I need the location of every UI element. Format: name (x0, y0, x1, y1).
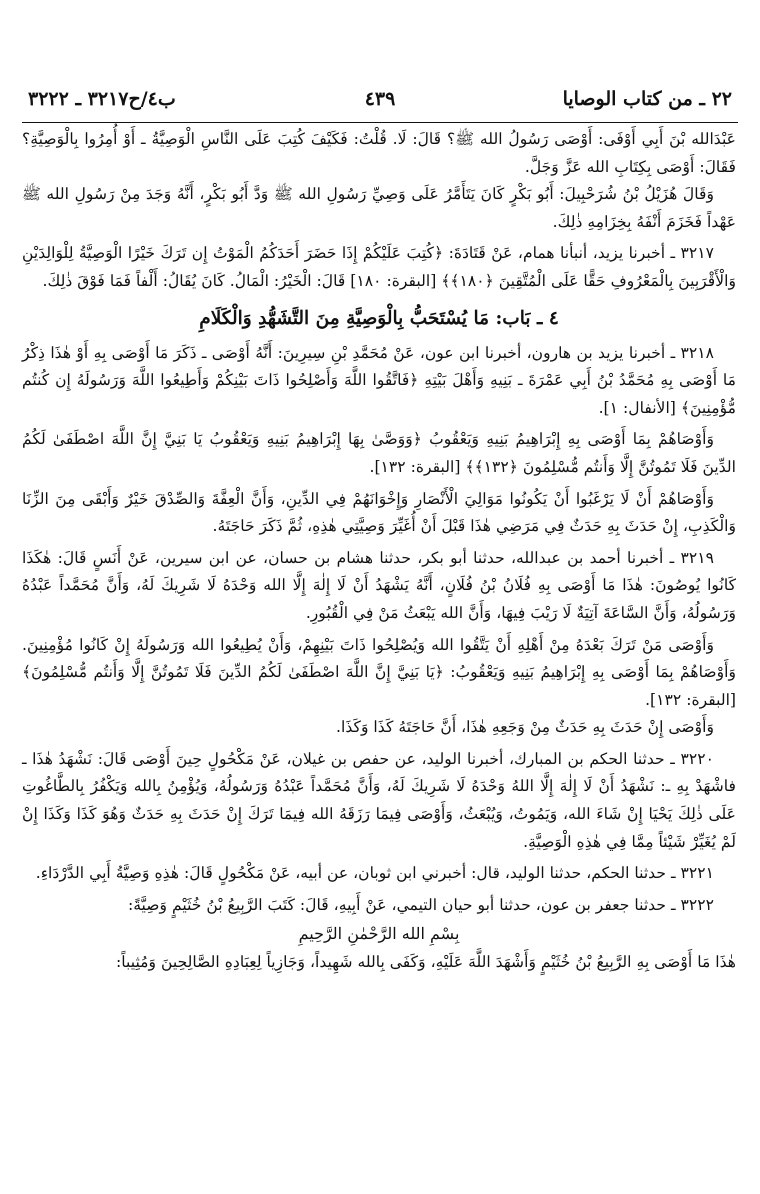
page-header (22, 82, 738, 122)
header-rule (22, 122, 738, 123)
paragraph: وَقَالَ هُزَيْلُ بْنُ شُرَحْبِيلَ: أَبُو بَكْرٍ كَانَ يَتَأَمَّرُ عَلَى وَصِيِّ رَسُولِ الله ﷺ وَدَّ أَبُو بَكْرٍ، أَنَّهُ وَجَدَ مِنْ رَسُولِ الله ﷺ عَهْداً فَخَزَمَ أَنْفَهُ بِخِزَامِهِ ذٰلِكَ. (22, 185, 736, 231)
page-number: ٤٣٩ (364, 88, 396, 110)
paragraph: عَبْدَالله بْنَ أَبِي أَوْفَى: أَوْصَى رَسُولُ الله ﷺ؟ قَالَ: لَا. قُلْتُ: فَكَيْفَ كُتِبَ عَلَى النَّاسِ الْوَصِيَّةُ ـ أَوْ أُمِرُوا بِالْوَصِيَّةِ؟ فَقَالَ: أَوْصَى بِكِتَابِ الله عَزَّ وَجَلَّ. (22, 130, 736, 176)
chapter-heading: ٤ ـ بَاب: مَا يُسْتَحَبُّ بِالْوَصِيَّةِ مِنَ التَّشَهُّدِ وَالْكَلَامِ (199, 307, 559, 329)
paragraph: وَأَوْصَى إِنْ حَدَثَ بِهِ حَدَثٌ مِنْ وَجَعِهِ هٰذَا، أَنَّ حَاجَتَهُ كَذَا وَكَذَا. (336, 718, 714, 737)
paragraph: ٣٢٢٢ ـ حدثنا جعفر بن عون، حدثنا أبو حيان التيمي، عَنْ أَبِيهِ، قَالَ: كَتَبَ الرَّبِيعُ بْنُ خُثَيْمٍ وَصِيَّةً: (127, 895, 714, 914)
paragraph: وَأَوْصَاهُمْ بِمَا أَوْصَى بِهِ إِبْرَاهِيمُ بَنِيهِ وَيَعْقُوبُ ﴿وَوَصَّىٰ بِهَا إِبْرَاهِيمُ بَنِيهِ وَيَعْقُوبُ يَا بَنِيَّ إِنَّ اللَّهَ اصْطَفَىٰ لَكُمُ الدِّينَ فَلَا تَمُوتُنَّ إِلَّا وَأَنتُم مُّسْلِمُونَ ﴿١٣٢﴾﴾ [البقرة: ١٣٢]. (22, 430, 736, 476)
basmala: بِسْمِ الله الرَّحْمٰنِ الرَّحِيمِ (298, 924, 460, 944)
paragraph: ٣٢١٨ ـ أخبرنا يزيد بن هارون، أخبرنا ابن عون، عَنْ مُحَمَّدِ بْنِ سِيرِينَ: أَنَّهُ أَوْصَى ـ ذَكَرَ مَا أَوْصَى بِهِ أَوْ هٰذَا ذِكْرُ مَا أَوْصَى بِهِ مُحَمَّدُ بْنُ أَبِي عَمْرَةَ ـ بَنِيهِ وَأَهْلَ بَيْتِهِ ﴿فَاتَّقُوا اللَّهَ وَأَصْلِحُوا ذَاتَ بَيْنِكُمْ وَأَطِيعُوا اللَّهَ وَرَسُولَهُ إِن كُنتُم مُّؤْمِنِينَ﴾ [الأنفال: ١]. (22, 343, 736, 417)
chapter-title: ٢٢ ـ من كتاب الوصايا (562, 88, 732, 110)
paragraph: هٰذَا مَا أَوْصَى بِهِ الرَّبِيعُ بْنُ خُثَيْمٍ وَأَشْهَدَ اللَّهَ عَلَيْهِ، وَكَفَى بِالله شَهِيداً، وَجَازِياً لِعِبَادِهِ الصَّالِحِينَ وَمُثِيباً: (116, 953, 736, 972)
paragraph: وَأَوْصَاهُمْ أَنْ لَا يَرْغَبُوا أَنْ يَكُونُوا مَوَالِيَ الْأَنْصَارِ وَإِخْوَانَهُمْ فِي الدِّينِ، وَأَنَّ الْعِفَّةَ وَالصِّدْقَ خَيْرٌ وَأَبْقَى مِنَ الزِّنَا وَالْكَذِبِ، إِنْ حَدَثَ بِهِ حَدَثٌ فِي مَرَضِي هٰذَا قَبْلَ أَنْ أُغَيِّرَ وَصِيَّتِي هٰذِهِ، ثُمَّ ذَكَرَ حَاجَتَهُ. (22, 489, 736, 536)
page-body (22, 126, 736, 977)
paragraph: ٣٢٢٠ ـ حدثنا الحكم بن المبارك، أخبرنا الوليد، عن حفص بن غيلان، عَنْ مَكْحُولٍ حِينَ أَوْصَى قَالَ: نَشْهَدُ هٰذَا ـ فاشْهَدْ بِهِ ـ: نَشْهَدُ أَنْ لَا إِلٰهَ إِلَّا اللهُ وَحْدَهُ لَا شَرِيكَ لَهُ، وَأَنَّ مُحَمَّداً عَبْدُهُ وَرَسُولُهُ، وَيُؤْمِنُ بِالله وَيَكْفُرُ بِالطَّاغُوتِ عَلَى ذٰلِكَ يَحْيَا إِنْ شَاءَ الله، وَيَمُوتُ، وَيُبْعَثُ، وَأَوْصَى فِيمَا رَزَقَهُ الله فِيمَا تَرَكَ إِنْ حَدَثَ بِهِ حَدَثٌ وَهُوَ كَذَا وَكَذَا إِنْ لَمْ يُغَيِّرْ شَيْئاً مِمَّا فِي هٰذِهِ الْوَصِيَّةِ. (22, 749, 736, 851)
paragraph: ٣٢١٩ ـ أخبرنا أحمد بن عبدالله، حدثنا أبو بكر، حدثنا هشام بن حسان، عن ابن سيرين، عَنْ أَنَسٍ قَالَ: هٰكَذَا كَانُوا يُوصُونَ: هٰذَا مَا أَوْصَى بِهِ فُلَانُ بْنُ فُلَانٍ، أَنَّهُ يَشْهَدُ أَنْ لَا إِلٰهَ إِلَّا الله وَحْدَهُ لَا شَرِيكَ لَهُ، وَأَنَّ مُحَمَّداً عَبْدُهُ وَرَسُولُهُ، وَأَنَّ السَّاعَةَ آتِيَةٌ لَا رَيْبَ فِيهَا، وَأَنَّ الله يَبْعَثُ مَنْ فِي الْقُبُورِ. (22, 548, 736, 622)
hadith-range: ب٤/ح٣٢١٧ ـ ٣٢٢٢ (28, 88, 176, 110)
paragraph: ٣٢١٧ ـ أخبرنا يزيد، أنبأنا همام، عَنْ قَتَادَةَ: ﴿كُتِبَ عَلَيْكُمْ إِذَا حَضَرَ أَحَدَكُمُ الْمَوْتُ إِن تَرَكَ خَيْرًا الْوَصِيَّةُ لِلْوَالِدَيْنِ وَالْأَقْرَبِينَ بِالْمَعْرُوفِ حَقًّا عَلَى الْمُتَّقِينَ ﴿١٨٠﴾﴾ [البقرة: ١٨٠] قَالَ: الْخَيْرُ: الْمَالُ. كَانَ يُقَالُ: أَلْفاً فَمَا فَوْقَ ذٰلِكَ. (22, 244, 736, 290)
paragraph: ٣٢٢١ ـ حدثنا الحكم، حدثنا الوليد، قال: أخبرني ابن ثوبان، عن أبيه، عَنْ مَكْحُولٍ قَالَ: هٰذِهِ وَصِيَّةُ أَبِي الدَّرْدَاءِ. (35, 864, 714, 883)
paragraph: وَأَوْصَى مَنْ تَرَكَ بَعْدَهُ مِنْ أَهْلِهِ أَنْ يَتَّقُوا الله وَيُصْلِحُوا ذَاتَ بَيْنِهِمْ، وَأَنْ يُطِيعُوا الله وَرَسُولَهُ إِنْ كَانُوا مُؤْمِنِينَ. وَأَوْصَاهُمْ بِمَا أَوْصَى بِهِ إِبْرَاهِيمُ بَنِيهِ وَيَعْقُوبُ: ﴿يَا بَنِيَّ إِنَّ اللَّهَ اصْطَفَىٰ لَكُمُ الدِّينَ فَلَا تَمُوتُنَّ إِلَّا وَأَنتُم مُّسْلِمُونَ﴾ [البقرة: ١٣٢]. (22, 635, 736, 709)
